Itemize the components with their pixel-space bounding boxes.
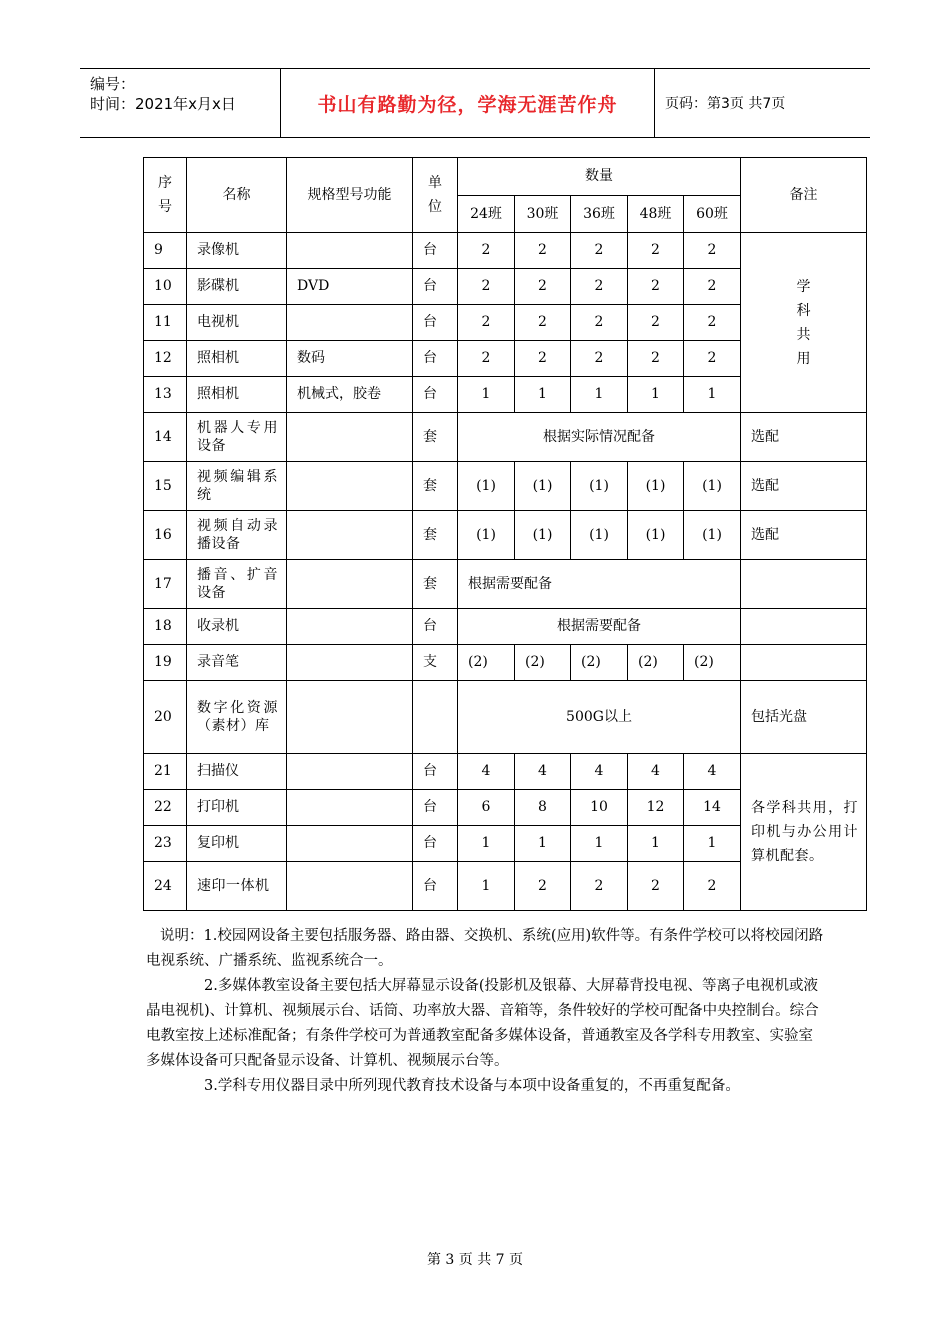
spec-cell [287, 790, 413, 826]
remark-cell: 包括光盘 [741, 681, 867, 754]
qty-cell: 1 [628, 826, 684, 862]
spec-cell [287, 233, 413, 269]
stacked-char: 科 [796, 302, 811, 319]
unit-cell: 台 [413, 269, 458, 305]
remark-cell: 选配 [741, 462, 867, 511]
qty-cell: (1) [515, 462, 571, 511]
qty-cell: 2 [684, 233, 741, 269]
table-row [144, 609, 867, 645]
qty-cell: (1) [684, 462, 741, 511]
remark-cell: 选配 [741, 413, 867, 462]
spec-cell [287, 462, 413, 511]
name-cell: 复印机 [187, 826, 287, 862]
qty-cell: (1) [571, 462, 628, 511]
remark-cell [741, 645, 867, 681]
notes-section [146, 924, 826, 1099]
seq-cell: 11 [144, 305, 187, 341]
qty-cell: 2 [684, 341, 741, 377]
stacked-label [413, 171, 457, 219]
qty-cell: (1) [458, 511, 515, 560]
qty-cell: (1) [571, 511, 628, 560]
remark-shared-cell [741, 233, 867, 413]
seq-cell: 24 [144, 862, 187, 911]
qty-cell: 4 [458, 754, 515, 790]
unit-cell: 套 [413, 462, 458, 511]
remark-cell: 选配 [741, 511, 867, 560]
qty-cell: 2 [515, 269, 571, 305]
unit-cell: 台 [413, 305, 458, 341]
qty-cell: (2) [571, 645, 628, 681]
spec-cell [287, 413, 413, 462]
qty-cell: 2 [571, 341, 628, 377]
header-page-cell [655, 69, 870, 137]
unit-cell: 台 [413, 341, 458, 377]
qty-cell: (1) [628, 511, 684, 560]
seq-cell: 16 [144, 511, 187, 560]
qty-cell: 1 [458, 862, 515, 911]
time-label: 时间：2021年x月x日 [90, 95, 236, 113]
unit-cell: 支 [413, 645, 458, 681]
name-cell: 录像机 [187, 233, 287, 269]
spec-cell [287, 560, 413, 609]
qty-cell: 8 [515, 790, 571, 826]
name-cell: 机器人专用设备 [187, 413, 287, 462]
spec-cell [287, 754, 413, 790]
qty-cell: 2 [628, 862, 684, 911]
header-class-36: 36班 [571, 196, 628, 233]
qty-cell: 1 [458, 826, 515, 862]
qty-merged-cell: 500G以上 [458, 681, 741, 754]
qty-cell: 1 [571, 826, 628, 862]
qty-cell: 2 [458, 269, 515, 305]
name-cell: 打印机 [187, 790, 287, 826]
qty-cell: (2) [684, 645, 741, 681]
qty-cell: 4 [684, 754, 741, 790]
qty-cell: (1) [458, 462, 515, 511]
table-row [144, 681, 867, 754]
seq-cell: 14 [144, 413, 187, 462]
spec-cell [287, 609, 413, 645]
table-row [144, 233, 867, 269]
stacked-label [144, 171, 186, 219]
header-unit [413, 158, 458, 233]
qty-cell: 1 [571, 377, 628, 413]
qty-cell: 2 [515, 233, 571, 269]
seq-cell: 18 [144, 609, 187, 645]
qty-cell: 14 [684, 790, 741, 826]
qty-cell: 2 [571, 862, 628, 911]
spec-cell: DVD [287, 269, 413, 305]
header-seq [144, 158, 187, 233]
table-row [144, 754, 867, 790]
stacked-char: 用 [796, 350, 811, 367]
spec-cell [287, 862, 413, 911]
qty-cell: 2 [684, 269, 741, 305]
seq-cell: 20 [144, 681, 187, 754]
spec-cell [287, 645, 413, 681]
unit-cell: 台 [413, 862, 458, 911]
name-cell: 视频自动录播设备 [187, 511, 287, 560]
stacked-char: 共 [796, 326, 811, 343]
qty-cell: 4 [628, 754, 684, 790]
stacked-char: 序 [158, 175, 172, 191]
qty-cell: (2) [458, 645, 515, 681]
unit-cell: 台 [413, 233, 458, 269]
seq-cell: 17 [144, 560, 187, 609]
seq-cell: 22 [144, 790, 187, 826]
spec-cell [287, 681, 413, 754]
remark-cell [741, 560, 867, 609]
qty-cell: (2) [628, 645, 684, 681]
name-cell: 播音、扩音设备 [187, 560, 287, 609]
qty-merged-cell: 根据实际情况配备 [458, 413, 741, 462]
header-remark: 备注 [741, 158, 867, 233]
qty-merged-cell: 根据需要配备 [458, 560, 741, 609]
header-quantity: 数量 [458, 158, 741, 196]
qty-cell: 2 [515, 305, 571, 341]
name-cell: 视频编辑系统 [187, 462, 287, 511]
note-2: 2.多媒体教室设备主要包括大屏幕显示设备(投影机及银幕、大屏幕背投电视、等离子电视机或液晶电视机)、计算机、视频展示台、话筒、功率放大器、音箱等，条件较好的学校可配备中央控制台。综合电教室按上述标准配备；有条件学校可为普通教室配备多媒体设备，普通教室及各学科专用教室、实验室多媒体设备可只配备显示设备、计算机、视频展示台等。 [146, 978, 819, 1069]
qty-cell: 2 [458, 305, 515, 341]
qty-cell: 2 [628, 269, 684, 305]
table-row [144, 413, 867, 462]
qty-cell: 2 [458, 341, 515, 377]
header-name: 名称 [187, 158, 287, 233]
unit-cell: 台 [413, 826, 458, 862]
stacked-char: 单 [428, 175, 442, 191]
unit-cell: 套 [413, 413, 458, 462]
page-footer: 第 3 页 共 7 页 [426, 1252, 524, 1268]
qty-cell: 4 [515, 754, 571, 790]
name-cell: 数字化资源（素材）库 [187, 681, 287, 754]
seq-cell: 23 [144, 826, 187, 862]
header-page-label: 页码：第3页 共7页 [665, 96, 786, 112]
equipment-table [143, 157, 867, 911]
header-class-30: 30班 [515, 196, 571, 233]
motto: 书山有路勤为径，学海无涯苦作舟 [317, 93, 618, 116]
remark-computers-cell: 各学科共用，打印机与办公用计算机配套。 [741, 754, 867, 911]
seq-cell: 13 [144, 377, 187, 413]
header-spec: 规格型号功能 [287, 158, 413, 233]
seq-cell: 21 [144, 754, 187, 790]
qty-cell: 2 [515, 862, 571, 911]
document-header [80, 68, 870, 138]
spec-cell [287, 826, 413, 862]
remark-cell [741, 609, 867, 645]
seq-cell: 15 [144, 462, 187, 511]
qty-cell: 12 [628, 790, 684, 826]
qty-cell: 2 [515, 341, 571, 377]
spec-cell [287, 511, 413, 560]
table-row [144, 560, 867, 609]
header-motto-cell [281, 69, 655, 137]
table-row [144, 511, 867, 560]
unit-cell: 套 [413, 560, 458, 609]
seq-cell: 10 [144, 269, 187, 305]
name-cell: 电视机 [187, 305, 287, 341]
name-cell: 扫描仪 [187, 754, 287, 790]
qty-cell: 2 [571, 233, 628, 269]
unit-cell [413, 681, 458, 754]
spec-cell [287, 305, 413, 341]
table-row [144, 462, 867, 511]
qty-cell: 4 [571, 754, 628, 790]
name-cell: 照相机 [187, 377, 287, 413]
qty-cell: 10 [571, 790, 628, 826]
qty-cell: 1 [515, 826, 571, 862]
seq-cell: 19 [144, 645, 187, 681]
unit-cell: 套 [413, 511, 458, 560]
qty-cell: 1 [458, 377, 515, 413]
qty-cell: 2 [684, 862, 741, 911]
header-class-60: 60班 [684, 196, 741, 233]
stacked-char: 位 [428, 199, 442, 215]
qty-cell: 2 [458, 233, 515, 269]
name-cell: 录音笔 [187, 645, 287, 681]
header-class-24: 24班 [458, 196, 515, 233]
unit-cell: 台 [413, 754, 458, 790]
name-cell: 收录机 [187, 609, 287, 645]
qty-cell: 1 [684, 826, 741, 862]
qty-cell: 2 [684, 305, 741, 341]
stacked-label [741, 275, 866, 371]
stacked-char: 学 [796, 278, 811, 295]
name-cell: 影碟机 [187, 269, 287, 305]
qty-cell: 2 [628, 341, 684, 377]
stacked-char: 号 [158, 199, 172, 215]
qty-cell: (1) [684, 511, 741, 560]
unit-cell: 台 [413, 609, 458, 645]
qty-cell: 2 [628, 305, 684, 341]
qty-cell: 1 [628, 377, 684, 413]
table-row [144, 645, 867, 681]
note-3: 3.学科专用仪器目录中所列现代教育技术设备与本项中设备重复的，不再重复配备。 [204, 1078, 740, 1094]
spec-cell: 数码 [287, 341, 413, 377]
qty-cell: 1 [684, 377, 741, 413]
header-row [144, 158, 867, 196]
qty-cell: 6 [458, 790, 515, 826]
name-cell: 速印一体机 [187, 862, 287, 911]
seq-cell: 12 [144, 341, 187, 377]
name-cell: 照相机 [187, 341, 287, 377]
seq-cell: 9 [144, 233, 187, 269]
qty-cell: (1) [515, 511, 571, 560]
header-class-48: 48班 [628, 196, 684, 233]
qty-cell: 2 [571, 305, 628, 341]
qty-cell: (2) [515, 645, 571, 681]
qty-cell: 2 [571, 269, 628, 305]
note-1: 说明：1.校园网设备主要包括服务器、路由器、交换机、系统(应用)软件等。有条件学校可以将校园闭路电视系统、广播系统、监视系统合一。 [146, 928, 824, 969]
qty-cell: (1) [628, 462, 684, 511]
unit-cell: 台 [413, 377, 458, 413]
qty-cell: 1 [515, 377, 571, 413]
qty-merged-cell: 根据需要配备 [458, 609, 741, 645]
spec-cell: 机械式，胶卷 [287, 377, 413, 413]
unit-cell: 台 [413, 790, 458, 826]
serial-label: 编号： [90, 75, 136, 93]
qty-cell: 2 [628, 233, 684, 269]
header-meta-cell [80, 69, 281, 137]
